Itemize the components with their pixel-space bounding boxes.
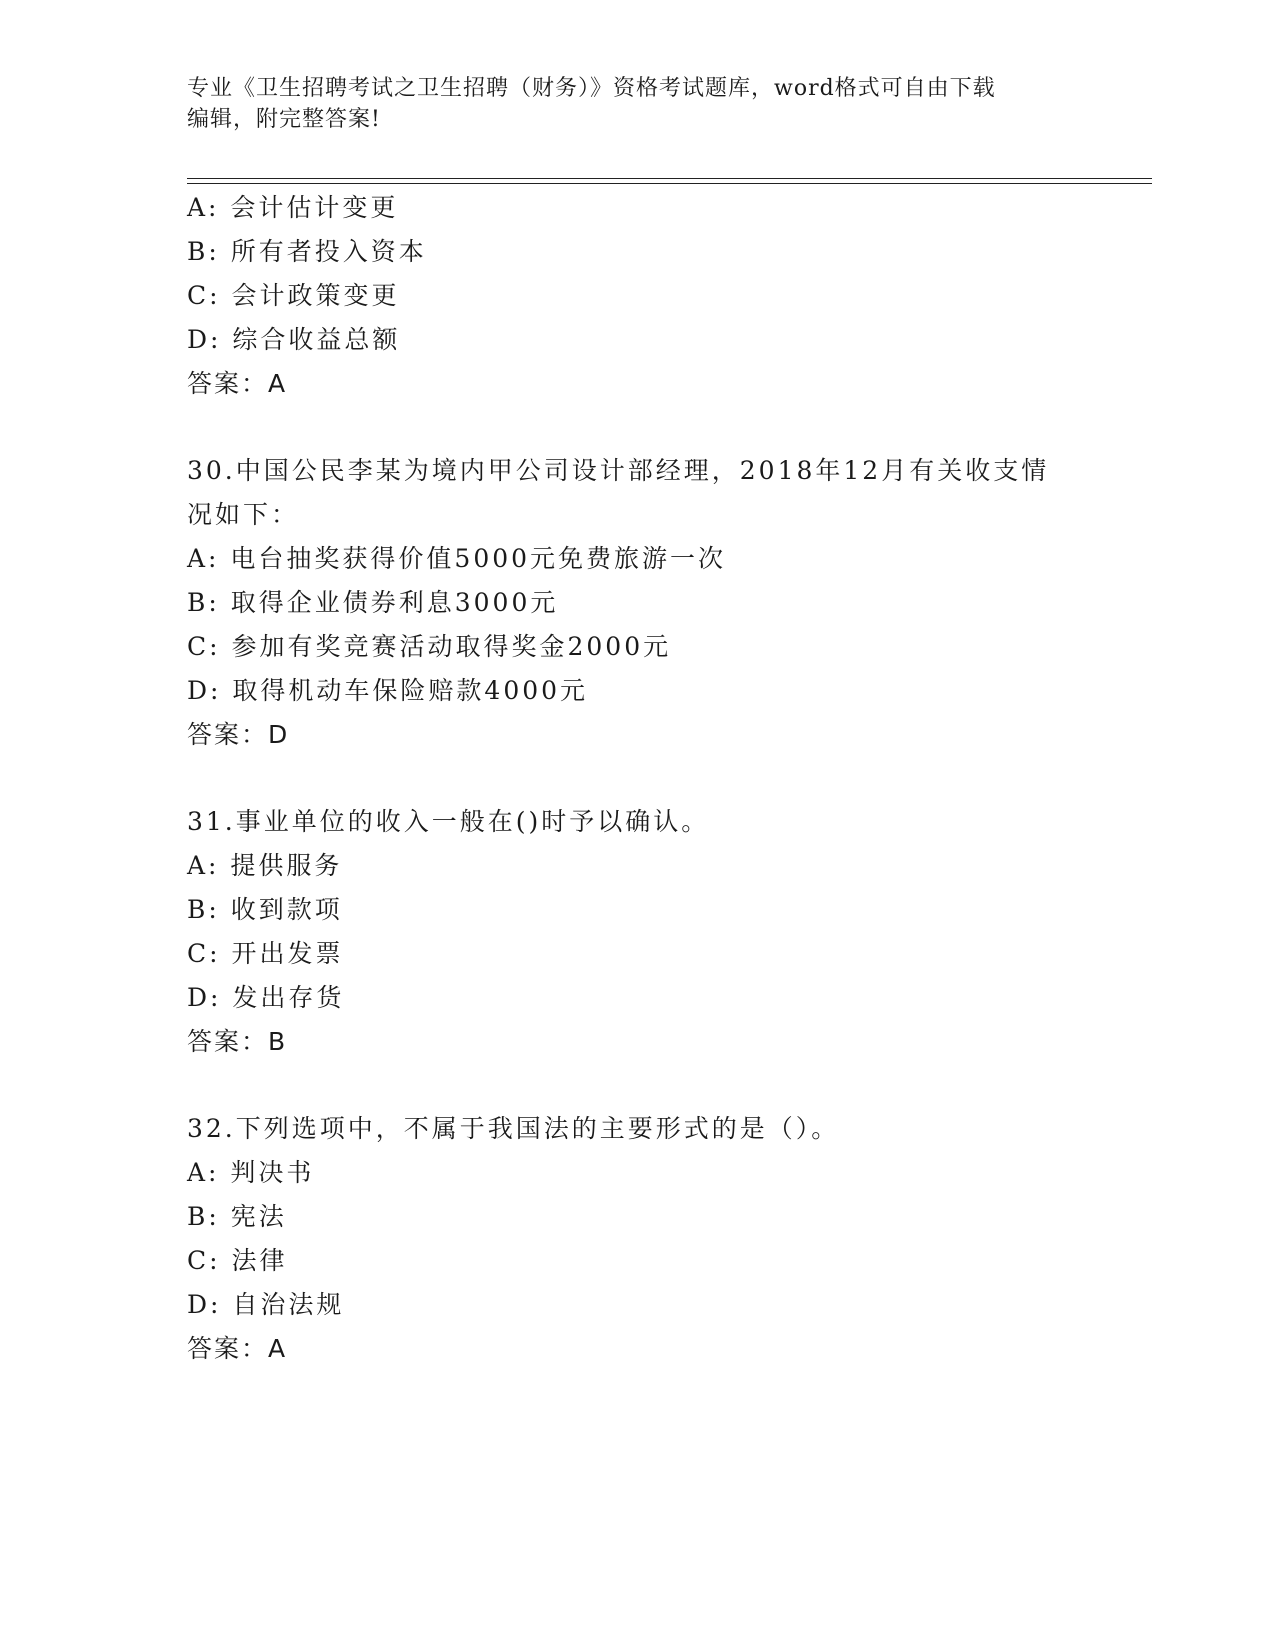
q32-answer: 答案：A	[187, 1334, 288, 1363]
q31-answer: 答案：B	[187, 1027, 288, 1056]
q32-option-a: A: 判决书	[187, 1158, 315, 1187]
q29-option-d: D: 综合收益总额	[187, 325, 401, 354]
header-line-2: 编辑，附完整答案!	[187, 107, 381, 132]
header-line-1: 专业《卫生招聘考试之卫生招聘（财务）》资格考试题库，word格式可自由下载	[187, 76, 996, 101]
q30-answer: 答案：D	[187, 720, 290, 749]
q31-option-b: B: 收到款项	[187, 895, 343, 924]
q31-question: 31.事业单位的收入一般在()时予以确认。	[187, 807, 710, 836]
q30-question-line-1: 30.中国公民李某为境内甲公司设计部经理，2018年12月有关收支情	[187, 456, 1050, 485]
q32-option-c: C: 法律	[187, 1246, 288, 1275]
document-header	[187, 73, 1067, 135]
q29-option-a: A: 会计估计变更	[187, 193, 399, 222]
q31-option-c: C: 开出发票	[187, 939, 344, 968]
q32-question: 32.下列选项中，不属于我国法的主要形式的是（）。	[187, 1114, 840, 1143]
q31-option-a: A: 提供服务	[187, 851, 343, 880]
q29-answer: 答案：A	[187, 369, 288, 398]
q30-option-b: B: 取得企业债券利息3000元	[187, 588, 559, 617]
q31-option-d: D: 发出存货	[187, 983, 345, 1012]
q32-option-d: D: 自治法规	[187, 1290, 345, 1319]
q29-option-b: B: 所有者投入资本	[187, 237, 427, 266]
q30-option-a: A: 电台抽奖获得价值5000元免费旅游一次	[187, 544, 727, 573]
q30-question-line-2: 况如下：	[187, 500, 300, 529]
q29-option-c: C: 会计政策变更	[187, 281, 400, 310]
q32-option-b: B: 宪法	[187, 1202, 287, 1231]
header-rule-bottom	[187, 183, 1152, 184]
q30-option-d: D: 取得机动车保险赔款4000元	[187, 676, 589, 705]
q30-option-c: C: 参加有奖竞赛活动取得奖金2000元	[187, 632, 672, 661]
header-rule-top	[187, 178, 1152, 179]
